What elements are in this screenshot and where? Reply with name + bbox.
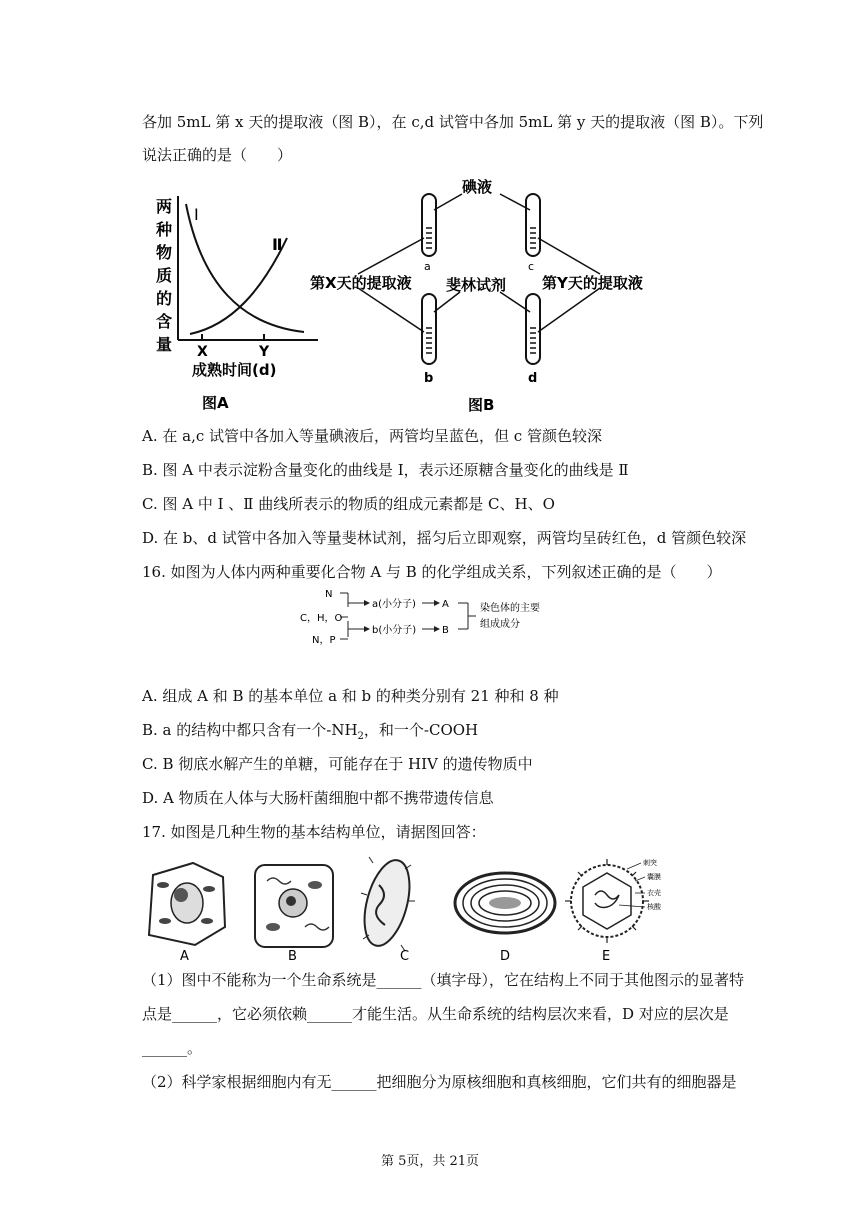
q16-option-b-text-end: ，和一个-COOH bbox=[363, 721, 479, 739]
q16-diagram bbox=[300, 585, 560, 655]
diagram-cho: C，H，O bbox=[300, 613, 343, 624]
q17-part1-line1: （1）图中不能称为一个生命系统是______（填字母），它在结构上不同于其他图示的显著特 bbox=[142, 971, 745, 989]
ylabel-char: 量 bbox=[156, 335, 173, 354]
ylabel-char: 物 bbox=[156, 243, 173, 262]
figure-a-caption: 图A bbox=[202, 394, 229, 412]
ylabel-char: 质 bbox=[156, 266, 173, 285]
tube-c bbox=[526, 194, 540, 273]
q17-part1-line2: 点是______，它必须依赖______才能生活。从生命系统的结构层次来看，D 对应的层次是 bbox=[142, 1005, 729, 1023]
cell-a bbox=[149, 863, 225, 964]
figure-b bbox=[310, 172, 660, 417]
curve-ii-label: Ⅱ bbox=[272, 235, 283, 254]
cell-e bbox=[565, 858, 662, 964]
curve-i-label: I bbox=[194, 205, 199, 224]
e-part-envelope: 囊膜 bbox=[647, 873, 661, 881]
cell-e-label: E bbox=[602, 949, 611, 964]
extract-y-label: 第Y天的提取液 bbox=[542, 274, 643, 292]
page-footer: 第 5页，共 21页 bbox=[380, 1154, 480, 1169]
cell-d bbox=[455, 873, 555, 964]
q16-option-b-subscript: 2 bbox=[357, 731, 364, 742]
diagram-result-1: 染色体的主要 bbox=[480, 603, 540, 614]
q17-part1-line3: ______。 bbox=[142, 1039, 203, 1057]
e-part-spike: 刺突 bbox=[643, 859, 657, 867]
diagram-result-2: 组成成分 bbox=[480, 619, 520, 630]
extract-x-label: 第X天的提取液 bbox=[310, 274, 412, 292]
tube-d-label: d bbox=[528, 371, 538, 386]
intro-line-2: 说法正确的是（ ） bbox=[142, 146, 293, 164]
q15-option-b: B. 图 A 中表示淀粉含量变化的曲线是 I，表示还原糖含量变化的曲线是 Ⅱ bbox=[142, 461, 629, 479]
fehling-label: 斐林试剂 bbox=[446, 276, 507, 294]
x-axis-label: 成熟时间(d) bbox=[192, 361, 277, 379]
cell-c bbox=[356, 855, 417, 964]
arrow-b bbox=[364, 626, 370, 632]
iodine-label: 碘液 bbox=[462, 178, 493, 196]
arrow-a2 bbox=[434, 600, 440, 606]
arrow-a bbox=[364, 600, 370, 606]
diagram-B: B bbox=[442, 625, 449, 636]
figure-a-ylabel bbox=[155, 197, 172, 354]
tube-a bbox=[422, 194, 436, 273]
q17-part2-line1: （2）科学家根据细胞内有无______把细胞分为原核细胞和真核细胞，它们共有的细胞器是 bbox=[142, 1073, 737, 1091]
ylabel-char: 种 bbox=[156, 220, 173, 239]
tube-a-label: a bbox=[424, 260, 431, 273]
diagram-a: a(小分子) bbox=[372, 599, 416, 610]
q16-option-a: A. 组成 A 和 B 的基本单位 a 和 b 的种类分别有 21 种和 8 种 bbox=[142, 687, 559, 705]
figure-a bbox=[142, 190, 332, 420]
diagram-np: N，P bbox=[312, 635, 336, 646]
diagram-A: A bbox=[442, 599, 449, 610]
q15-option-a: A. 在 a,c 试管中各加入等量碘液后，两管均呈蓝色，但 c 管颜色较深 bbox=[142, 427, 602, 445]
q16-option-c: C. B 彻底水解产生的单糖，可能存在于 HIV 的遗传物质中 bbox=[142, 755, 533, 773]
diagram-n: N bbox=[325, 589, 333, 600]
ylabel-char: 含 bbox=[156, 312, 173, 331]
ylabel-char: 两 bbox=[156, 197, 173, 216]
e-part-nucleic-acid: 核酸 bbox=[647, 903, 661, 911]
cell-b-label: B bbox=[288, 949, 297, 964]
ylabel-char: 的 bbox=[156, 289, 173, 308]
tube-d bbox=[526, 294, 540, 386]
q15-option-d: D. 在 b、d 试管中各加入等量斐林试剂，摇匀后立即观察，两管均呈砖红色，d 管颜色较深 bbox=[142, 529, 747, 547]
figure-b-caption: 图B bbox=[468, 396, 495, 414]
e-part-capsid: 衣壳 bbox=[647, 889, 661, 897]
tick-y-label: Y bbox=[259, 344, 270, 360]
q17-stem: 17. 如图是几种生物的基本结构单位，请据图回答： bbox=[142, 823, 486, 841]
q16-option-b-text: B. a 的结构中都只含有一个-NH bbox=[142, 721, 358, 739]
q15-option-c: C. 图 A 中 I 、Ⅱ 曲线所表示的物质的组成元素都是 C、H、O bbox=[142, 495, 555, 513]
tube-b bbox=[422, 294, 436, 386]
tube-b-label: b bbox=[424, 371, 434, 386]
cell-c-label: C bbox=[400, 949, 410, 964]
cell-a-label: A bbox=[180, 949, 189, 964]
intro-line-1: 各加 5mL 第 x 天的提取液（图 B），在 c,d 试管中各加 5mL 第 y 天的提取液（图 B）。下列 bbox=[142, 113, 764, 131]
curve-i bbox=[186, 204, 304, 332]
arrow-b2 bbox=[434, 626, 440, 632]
q17-figure bbox=[135, 855, 735, 965]
q16-option-d: D. A 物质在人体与大肠杆菌细胞中都不携带遗传信息 bbox=[142, 789, 494, 807]
tube-c-label: c bbox=[528, 260, 535, 273]
cell-d-label: D bbox=[500, 949, 511, 964]
q16-option-b bbox=[142, 720, 478, 747]
cell-b bbox=[255, 865, 333, 964]
leader-lines bbox=[358, 194, 600, 332]
tick-x-label: X bbox=[197, 344, 208, 360]
q16-stem: 16. 如图为人体内两种重要化合物 A 与 B 的化学组成关系，下列叙述正确的是（ ） bbox=[142, 563, 722, 581]
diagram-b: b(小分子) bbox=[372, 625, 417, 636]
